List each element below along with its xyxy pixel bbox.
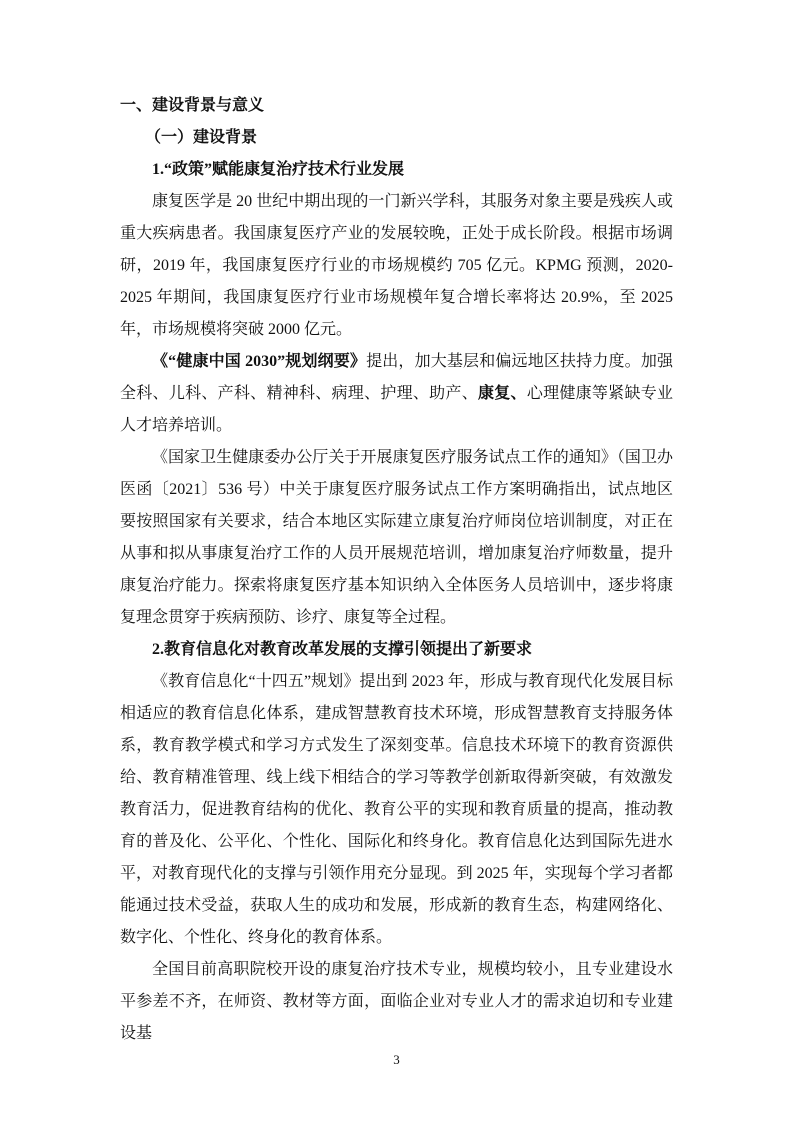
bold-health-china-title: 《“健康中国 2030”规划纲要》 xyxy=(152,353,367,370)
section-heading: 一、建设背景与意义 xyxy=(120,97,265,114)
subsection-heading: （一）建设背景 xyxy=(145,129,258,146)
paragraph-rehab-market: 康复医学是 20 世纪中期出现的一门新兴学科，其服务对象主要是残疾人或重大疾病患者。我国康复医疗产业的发展较晚，正处于成长阶段。根据市场调研，2019 年，我国康复医疗行业的市场规模约 705 亿元。KPMG 预测，2020-2025 年期间，我国康复医疗行业市场规模年复合增长率将达 20.9%，至 2025 年，市场规模将突破 2000 亿元。 xyxy=(120,193,673,338)
paragraph-nhc-notice: 《国家卫生健康委办公厅关于开展康复医疗服务试点工作的通知》（国卫办医函〔2021〕536 号）中关于康复医疗服务试点工作方案明确指出，试点地区要按照国家有关要求，结合本地区实际建立康复治疗师岗位培训制度，对正在从事和拟从事康复治疗工作的人员开展规范培训，增加康复治疗师数量，提升康复治疗能力。探索将康复医疗基本知识纳入全体医务人员培训中，逐步将康复理念贯穿于疾病预防、诊疗、康复等全过程。 xyxy=(120,449,673,626)
bold-rehab-term: 康复、 xyxy=(477,385,527,402)
text-run: 心理健康等紧缺专业人才培养培训。 xyxy=(120,385,673,434)
heading-policy-empowerment: 1.“政策”赋能康复治疗技术行业发展 xyxy=(152,161,405,178)
text-run: 提出，加大基层和偏远地区扶持力度。加强全科、儿科、产科、精神科、病理、护理、助产、 xyxy=(120,353,673,402)
page-number: 3 xyxy=(393,1052,400,1067)
paragraph-health-china-2030 xyxy=(120,346,673,442)
paragraph-vocational-colleges: 全国目前高职院校开设的康复治疗技术专业，规模均较小，且专业建设水平参差不齐，在师资、教材等方面，面临企业对专业人才的需求迫切和专业建设基 xyxy=(120,961,673,1042)
document-content xyxy=(120,90,673,1050)
paragraph-education-plan: 《教育信息化“十四五”规划》提出到 2023 年，形成与教育现代化发展目标相适应的教育信息化体系，建成智慧教育技术环境，形成智慧教育支持服务体系，教育教学模式和学习方式发生了深刻变革。信息技术环境下的教育资源供给、教育精准管理、线上线下相结合的学习等教学创新取得新突破，有效激发教育活力，促进教育结构的优化、教育公平的实现和教育质量的提高，推动教育的普及化、公平化、个性化、国际化和终身化。教育信息化达到国际先进水平，对教育现代化的支撑与引领作用充分显现。到 2025 年，实现每个学习者都能通过技术受益，获取人生的成功和发展，形成新的教育生态，构建网络化、数字化、个性化、终身化的教育体系。 xyxy=(120,673,673,946)
heading-education-informatization: 2.教育信息化对教育改革发展的支撑引领提出了新要求 xyxy=(152,641,533,658)
